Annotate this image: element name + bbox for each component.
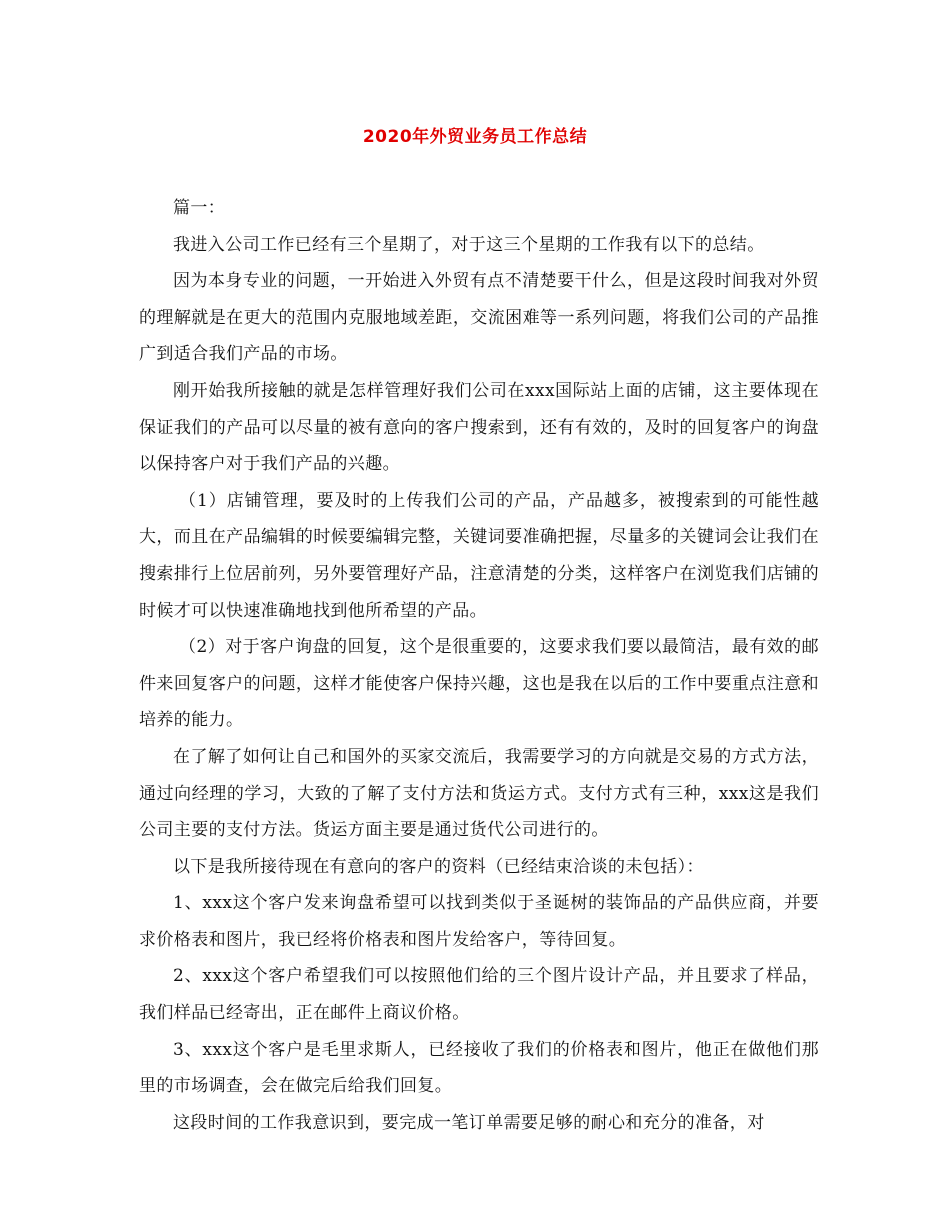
list-item: （2）对于客户询盘的回复，这个是很重要的，这要求我们要以最简洁，最有效的邮件来回复客户的问题，这样才能使客户保持兴趣，这也是我在以后的工作中要重点注意和培养的能力。 [139, 637, 819, 731]
list-item: 3、xxx这个客户是毛里求斯人，已经接收了我们的价格表和图片，他正在做他们那里的市场调查，会在做完后给我们回复。 [139, 1039, 819, 1097]
paragraph: 以下是我所接待现在有意向的客户的资料（已经结束洽谈的未包括）： [173, 856, 704, 877]
paragraph: 刚开始我所接触的就是怎样管理好我们公司在xxx国际站上面的店铺，这主要体现在保证我们的产品可以尽量的被有意向的客户搜索到，还有有效的，及时的回复客户的询盘以保持客户对于我们产品的兴趣。 [139, 380, 819, 475]
paragraph: 在了解了如何让自己和国外的买家交流后，我需要学习的方向就是交易的方式方法，通过向经理的学习，大致的了解了支付方法和货运方式。支付方式有三种，xxx这是我们公司主要的支付方法。货运方面主要是通过货代公司进行的。 [139, 746, 819, 841]
list-item: （1）店铺管理，要及时的上传我们公司的产品，产品越多，被搜索到的可能性越大，而且在产品编辑的时候要编辑完整，关键词要准确把握，尽量多的关键词会让我们在搜索排行上位居前列，另外要管理好产品，注意清楚的分类，这样客户在浏览我们店铺的时候才可以快速准确地找到他所希望的产品。 [139, 490, 819, 621]
paragraph: 因为本身专业的问题，一开始进入外贸有点不清楚要干什么，但是这段时间我对外贸的理解就是在更大的范围内克服地域差距，交流困难等一系列问题，将我们公司的产品推广到适合我们产品的市场。 [139, 271, 819, 365]
document-title: 2020年外贸业务员工作总结 [362, 127, 588, 147]
list-item: 1、xxx这个客户发来询盘希望可以找到类似于圣诞树的装饰品的产品供应商，并要求价格表和图片，我已经将价格表和图片发给客户，等待回复。 [139, 893, 819, 950]
section-heading: 篇一： [173, 198, 226, 218]
list-item: 2、xxx这个客户希望我们可以按照他们给的三个图片设计产品，并且要求了样品，我们样品已经寄出，正在邮件上商议价格。 [139, 966, 819, 1024]
document-body [139, 190, 819, 1141]
paragraph: 我进入公司工作已经有三个星期了，对于这三个星期的工作我有以下的总结。 [173, 234, 765, 255]
paragraph: 这段时间的工作我意识到，要完成一笔订单需要足够的耐心和充分的准备，对 [173, 1112, 765, 1133]
